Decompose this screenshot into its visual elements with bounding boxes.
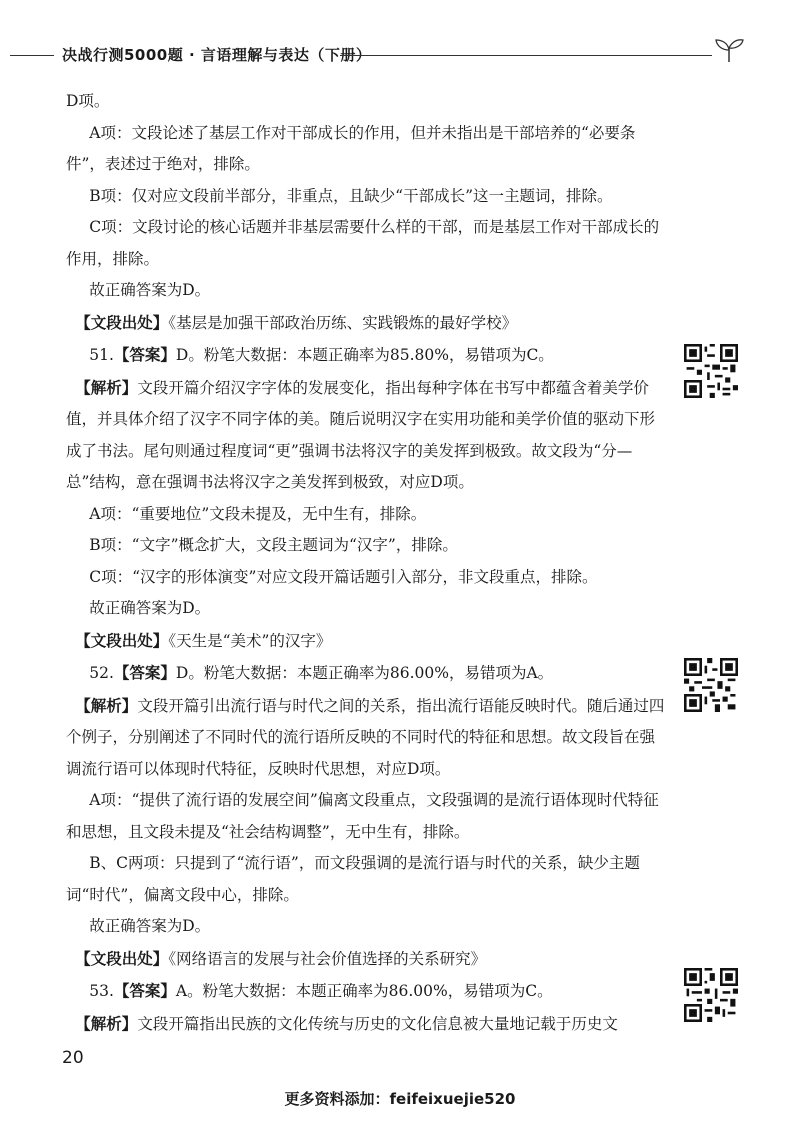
analysis-text: 文段开篇介绍汉字字体的发展变化，指出每种字体在书写中都蕴含着美学价值，并具体介绍了汉字不同字体的美。随后说明汉字在实用功能和美学价值的驱动下形成了书法。尾句则通过程度词“更”强调书法将汉字的美发挥到极致。故文段为“分—总”结构，意在强调书法将汉字之美发挥到极致，对应D项。: [66, 378, 656, 491]
question-number: 52.: [89, 664, 114, 682]
source-label: 【文段出处】: [75, 630, 169, 650]
analysis-53: [66, 1008, 666, 1041]
option-a-para: A项：“重要地位”文段未提及，无中生有，排除。: [89, 504, 427, 523]
answer-53: [66, 975, 666, 1008]
source-para: [66, 943, 666, 976]
qr-code-icon: [684, 968, 738, 1022]
source-para: [66, 625, 666, 658]
option-a-para: A项：“提供了流行语的发展空间”偏离文段重点，文段强调的是流行语体现时代特征和思想，且文段未提及“社会结构调整”，无中生有，排除。: [66, 791, 659, 841]
source-para: [66, 307, 666, 340]
analysis-label: 【解析】: [75, 377, 138, 397]
header-rule-right: [340, 55, 712, 56]
option-c-para: C项：“汉字的形体演变”对应文段开篇话题引入部分，非文段重点，排除。: [89, 567, 598, 586]
conclusion-para: 故正确答案为D。: [89, 599, 211, 617]
question-number: 51.: [89, 346, 114, 364]
answer-text: A。粉笔大数据：本题正确率为86.00%，易错项为C。: [175, 982, 553, 1000]
analysis-51: [66, 372, 666, 499]
header-rule-left: [10, 55, 54, 56]
text-line: D项。: [66, 92, 110, 110]
answer-label: 【答案】: [113, 981, 176, 1000]
source-label: 【文段出处】: [75, 312, 169, 332]
answer-text: D。粉笔大数据：本题正确率为85.80%，易错项为C。: [175, 346, 554, 364]
page-header: [0, 36, 800, 66]
book-title: 决战行测5000题 · 言语理解与表达（下册）: [62, 46, 372, 64]
analysis-text: 文段开篇引出流行语与时代之间的关系，指出流行语能反映时代。随后通过四个例子，分别阐述了不同时代的流行语所反映的不同时代的特征和思想。故文段旨在强调流行语可以体现时代特征，反映时代思想，对应D项。: [66, 696, 665, 778]
page-number: 20: [62, 1048, 84, 1068]
conclusion-para: 故正确答案为D。: [89, 917, 211, 935]
qr-code-icon: [684, 344, 738, 398]
answer-text: D。粉笔大数据：本题正确率为86.00%，易错项为A。: [175, 664, 554, 682]
qr-code-icon: [684, 658, 738, 712]
answer-52: [66, 657, 666, 690]
option-bc-para: B、C两项：只提到了“流行语”，而文段强调的是流行语与时代的关系，缺少主题词“时代”，偏离文段中心，排除。: [66, 854, 640, 904]
option-b-para: B项：仅对应文段前半部分，非重点，且缺少“干部成长”这一主题词，排除。: [89, 186, 613, 205]
page-body: [66, 86, 666, 1040]
analysis-label: 【解析】: [75, 695, 138, 715]
option-a-para: A项：文段论述了基层工作对干部成长的作用，但并未指出是干部培养的“必要条件”，表述过于绝对，排除。: [66, 123, 636, 173]
analysis-52: [66, 690, 666, 786]
option-b-para: B项：“文字”概念扩大，文段主题词为“汉字”，排除。: [89, 536, 458, 554]
answer-label: 【答案】: [113, 663, 176, 682]
source-text: 《基层是加强干部政治历练、实践锻炼的最好学校》: [168, 313, 518, 332]
source-text: 《网络语言的发展与社会价值选择的关系研究》: [168, 949, 487, 968]
source-text: 《天生是“美术”的汉字》: [168, 631, 332, 650]
sprout-icon: [712, 36, 746, 64]
analysis-text: 文段开篇指出民族的文化传统与历史的文化信息被大量地记载于历史文: [137, 1014, 618, 1033]
analysis-label: 【解析】: [75, 1013, 138, 1033]
option-c-para: C项：文段讨论的核心话题并非基层需要什么样的干部，而是基层工作对干部成长的作用，排除。: [66, 218, 660, 268]
source-label: 【文段出处】: [75, 948, 169, 968]
answer-51: [66, 339, 666, 372]
footer-note: 更多资料添加：feifeixuejie520: [284, 1090, 516, 1108]
answer-label: 【答案】: [113, 345, 176, 364]
conclusion-para: 故正确答案为D。: [89, 281, 211, 299]
question-number: 53.: [89, 982, 114, 1000]
